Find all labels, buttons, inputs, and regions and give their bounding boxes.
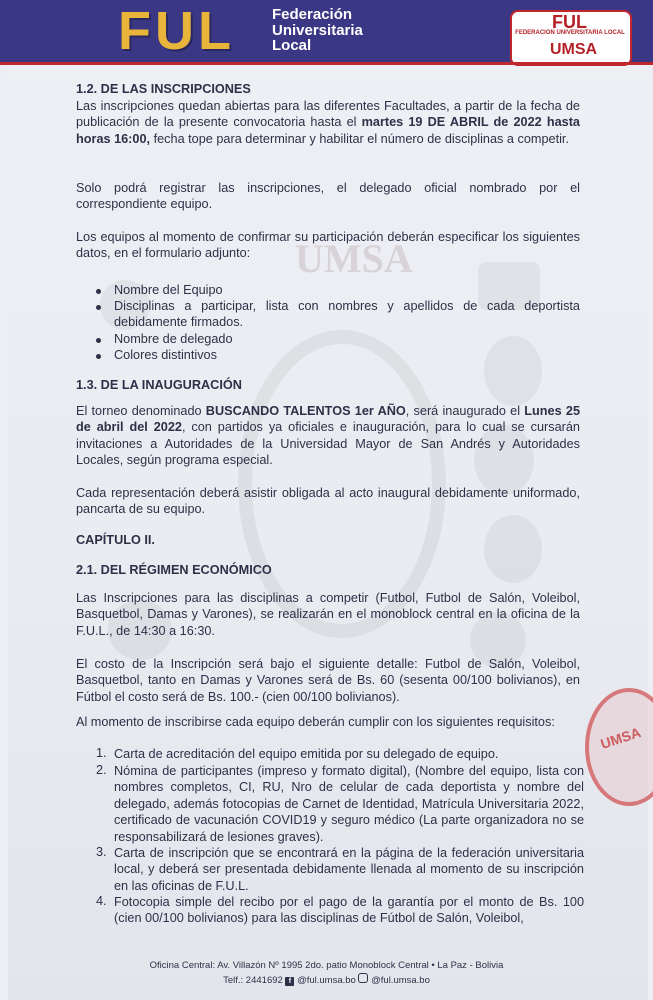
paragraph-datos: Los equipos al momento de confirmar su participación deberán especificar los siguientes datos, en el formulario adjunto: xyxy=(76,230,580,261)
bullet-item: Disciplinas a participar, lista con nombres y apellidos de cada deportista debidamente firmados. xyxy=(114,299,580,330)
paragraph-costo: El costo de la Inscripción será bajo el siguiente detalle: Futbol de Salón, Voleibol, Basquetbol, tanto en Damas y Varones será de Bs. 60 (sesenta 00/100 bolivianos), en Fútbol el costo será de Bs. 100.- (cien 00/100 bolivianos). xyxy=(76,657,580,704)
paragraph-representacion: Cada representación deberá asistir obligada al acto inaugural debidamente uniformado, pancarta de su equipo. xyxy=(76,486,580,517)
text-run: fecha tope para determinar y habilitar el número de disciplinas a competir. xyxy=(150,131,569,146)
bullet-dot xyxy=(96,289,101,294)
requirement-item: Nómina de participantes (impreso y formato digital), (Nombre del equipo, lista con nombres completos, CI, RU, Nro de celular de cada deportista y nombre del delegado, además fotocopias de Carnet de Identidad, Matrícula Universitaria 2022, certificado de vacunación COVID19 y seguro médico (La parte organizadora no se responsabilizará de lesiones graves). xyxy=(114,764,584,844)
requirement-item: Fotocopia simple del recibo por el pago de la garantía por el monto de Bs. 100 (cien 00/100 bolivianos) para las disciplinas de Fútbol de Salón, Voleibol, xyxy=(114,895,584,926)
fed-line-1: Federación xyxy=(272,6,353,23)
logo-umsa-text: UMSA xyxy=(550,41,598,58)
inauguration-date: Lunes 25 de abril del 2022 xyxy=(76,404,581,435)
paragraph-delegado: Solo podrá registrar las inscripciones, el delegado oficial nombrado por el correspondiente equipo. xyxy=(76,181,580,212)
list-number: 3. xyxy=(96,845,107,859)
watermark-icon xyxy=(484,515,542,583)
requirement-item: Carta de inscripción que se encontrará en la página de la federación universitaria local, y deberá ser presentada debidamente llenada al momento de su inscripción en las oficinas de F.U.L. xyxy=(114,846,584,893)
deadline-bold: martes 19 DE ABRIL de 2022 hasta horas 16:00, xyxy=(76,115,580,146)
ful-logo-text: FUL xyxy=(118,1,235,61)
bullet-dot xyxy=(96,305,101,310)
watermark-text: UMSA xyxy=(295,236,413,281)
bullet-item: Nombre de delegado xyxy=(114,332,233,346)
paragraph-inauguracion xyxy=(76,403,580,469)
fed-line-2: Universitaria xyxy=(272,21,363,39)
paragraph-disciplinas: Las Inscripciones para las disciplinas a competir (Futbol, Futbol de Salón, Voleibol, Basquetbol, Damas y Varones), se realizarán en el monoblock central en la oficina de la F.U.L., de 14:30 a 16:30. xyxy=(76,591,580,638)
bullet-dot xyxy=(96,338,101,343)
text-run: , con partidos ya oficiales e inauguración, para lo cual se cursarán invitaciones a Autoridades de la Universidad Mayor de San Andrés y Autoridades Locales, según programa especial. xyxy=(76,420,580,468)
federation-name xyxy=(272,7,363,54)
header-divider xyxy=(0,62,653,65)
logo-ring-text: FEDERACION UNIVERSITARIA LOCAL xyxy=(515,30,625,36)
list-number: 1. xyxy=(96,746,107,760)
chapter-heading: CAPÍTULO II. xyxy=(76,533,155,547)
text-run: El torneo denominado xyxy=(76,404,206,418)
footer xyxy=(0,958,653,988)
tournament-name: BUSCANDO TALENTOS 1er AÑO xyxy=(205,404,406,418)
footer-facebook: @ful.umsa.bo xyxy=(297,975,356,986)
section-heading-2-1: 2.1. DEL RÉGIMEN ECONÓMICO xyxy=(76,563,272,577)
list-number: 4. xyxy=(96,894,107,908)
text-run: Las inscripciones quedan abiertas para las diferentes Facultades, a partir de la fecha de publicación de la presente convocatoria hasta el xyxy=(76,99,580,130)
instagram-icon xyxy=(358,973,368,983)
logo-ful-text: FUL xyxy=(552,12,587,32)
footer-phone: Telf.: 2441692 xyxy=(223,975,283,986)
bullet-item: Colores distintivos xyxy=(114,348,217,362)
list-number: 2. xyxy=(96,763,107,777)
facebook-icon: f xyxy=(285,977,294,986)
requirement-item: Carta de acreditación del equipo emitida por su delegado de equipo. xyxy=(114,747,499,761)
section-heading-1-2: 1.2. DE LAS INSCRIPCIONES xyxy=(76,82,251,96)
fed-line-3: Local xyxy=(272,37,312,54)
paragraph-requisitos: Al momento de inscribirse cada equipo deberán cumplir con los siguientes requisitos: xyxy=(76,715,555,729)
paragraph-inscripciones xyxy=(76,98,580,147)
stamp-text: UMSA xyxy=(598,724,643,752)
footer-instagram: @ful.umsa.bo xyxy=(371,975,430,986)
bullet-item: Nombre del Equipo xyxy=(114,283,223,297)
footer-contacts xyxy=(0,973,653,988)
section-heading-1-3: 1.3. DE LA INAUGURACIÓN xyxy=(76,378,242,392)
bullet-dot xyxy=(96,354,101,359)
footer-address: Oficina Central: Av. Villazón Nº 1995 2do. patio Monoblock Central • La Paz - Bolivia xyxy=(149,960,504,971)
text-run: , será inaugurado el xyxy=(405,404,525,418)
